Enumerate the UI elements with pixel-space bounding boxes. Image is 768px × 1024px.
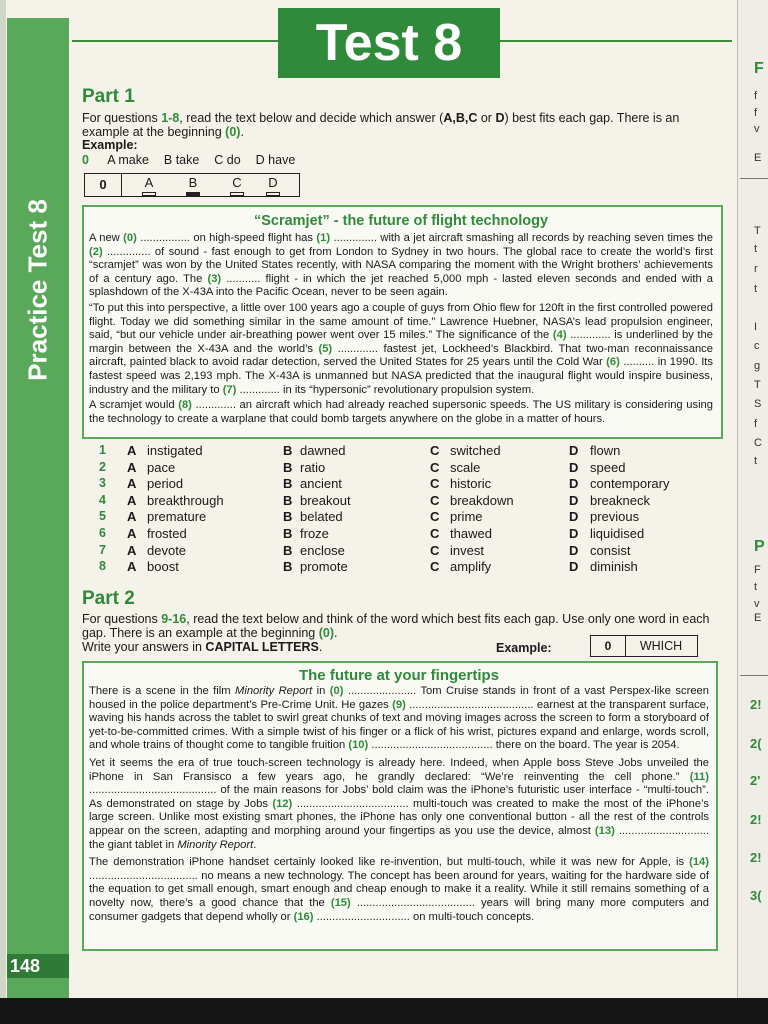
option-word: thawed	[450, 526, 492, 541]
option-letter: C	[430, 492, 440, 508]
right-page-fragment: f	[754, 418, 758, 430]
right-page-fragment: C	[754, 437, 762, 449]
option-letter: A	[127, 542, 137, 558]
option-letter: B	[283, 443, 293, 458]
right-page-fragment: E	[754, 612, 762, 624]
example-box-number: 0	[85, 174, 122, 196]
option-letter: C	[430, 526, 440, 541]
part1-heading: Part 1	[82, 86, 135, 107]
example-box-number: 0	[591, 636, 626, 656]
part1-paragraph: A new (0) ................ on high-speed flight has (1) .............. with a jet aircraft smashing all records by reaching seven times the (2) .............. of sound - fast enough to get from London to Sydney in two hours. The global race to create the world’s first “scramjet” was won by the United States recently, with NASA comparing the moment with the Wright brothers’ achievements of a century ago. The (3) ........... flight - in which the jet reached 5,000 mph - lasted eleven seconds and ended with a splashdown of the X-43A into the Pacific Ocean, never to be seen again.	[89, 232, 714, 299]
part2-paragraph: There is a scene in the film Minority Report in (0) ...................... Tom Cruise stands in front of a vast Perspex-like screen housed in the police department’s Pre-Crime Unit. He gazes (9) ........................................ earnest at the transparent surface, waving his hands across the tablet to swirl great chunks of text and moving images across the screen to form a storyboard of yet-to-be-committed crimes. With a simple twist of his finger or a flick of his wrist, pictures expand and enlarge, words scroll, and whole trains of thought come to tangible fruition (10) ....................................... there on the board. The year is 2054.	[89, 685, 709, 752]
answer-mark	[266, 192, 280, 196]
option-letter: D	[569, 526, 579, 541]
option-letter: B	[283, 526, 293, 541]
part2-text-box	[82, 661, 718, 951]
option-word: ratio	[300, 459, 326, 475]
option-word: ancient	[300, 476, 342, 492]
option-word: breakout	[300, 492, 351, 508]
option-word: liquidised	[590, 526, 645, 541]
example-box-word: WHICH	[639, 639, 683, 653]
part1-text-title: “Scramjet” - the future of flight technology	[253, 213, 549, 229]
option-letter: C	[430, 509, 440, 525]
part2-paragraph: The demonstration iPhone handset certainly looked like re-invention, but multi-touch, while it was new for Apple, is (14) ................................... no means a new technology. The concept has been around for years, waiting for the hardware side of the equation to get small enough, smart enough and cheap enough to make it a reality. While it still remains something of a novelty now, there’s a good chance that the (15) ...................................... years will bring many more computers and consumer gadgets that depend wholly or (16) .............................. on multi-touch concepts.	[89, 856, 709, 923]
option-letter: B	[283, 542, 293, 558]
right-page-fragment: r	[754, 263, 758, 275]
option-letter: D	[569, 559, 579, 575]
right-page-question-number: 3(	[750, 888, 762, 903]
option-word: invest	[450, 542, 484, 558]
right-page-fragment: f	[754, 90, 758, 102]
right-page-fragment: T	[754, 225, 761, 237]
example-box-letter-d: D	[251, 174, 295, 196]
option-word: froze	[300, 526, 329, 541]
option-word: breakdown	[450, 492, 514, 508]
option-word: switched	[450, 443, 501, 458]
option-row-number: 7	[99, 542, 106, 557]
part1-example-label: Example:	[82, 138, 138, 152]
part1-example-answer-box	[84, 173, 300, 197]
right-page-question-number: 2(	[750, 736, 762, 751]
right-page-fragment: v	[754, 123, 760, 135]
part1-paragraph: A scramjet would (8) ............. an aircraft which had already reached supersonic speeds. The US military is considering using the technology to create a warplane that could bomb targets anywhere on the globe in a matter of hours.	[89, 399, 713, 425]
right-page-question-number: 2!	[750, 697, 762, 712]
option-letter: C	[430, 559, 440, 575]
example-option-b: B take	[163, 153, 200, 167]
right-page-fragment: I	[754, 321, 758, 333]
option-word: frosted	[147, 526, 187, 541]
option-word: previous	[590, 509, 640, 525]
option-letter: A	[127, 443, 137, 458]
option-letter: D	[569, 459, 579, 475]
right-page-fragment: t	[754, 581, 758, 593]
right-page-fragment: t	[754, 243, 758, 255]
part2-heading: Part 2	[82, 588, 135, 609]
answer-mark	[230, 192, 244, 196]
option-letter: A	[127, 459, 137, 475]
right-page-fragment: T	[754, 379, 761, 391]
option-letter: C	[430, 476, 440, 492]
option-letter: B	[283, 509, 293, 525]
right-page-question-number: 2'	[750, 773, 761, 788]
part2-write-line: Write your answers in CAPITAL LETTERS.	[82, 640, 323, 654]
part2-text-title: The future at your fingertips	[298, 667, 499, 684]
option-word: instigated	[147, 443, 203, 458]
option-letter: B	[283, 559, 293, 575]
option-letter: C	[430, 459, 440, 475]
right-page-fragment: f	[754, 107, 758, 119]
right-page-fragment: P	[754, 538, 765, 555]
option-word: promote	[300, 559, 348, 575]
answer-mark	[186, 192, 200, 196]
option-letter: A	[127, 476, 137, 492]
page-title: Test 8	[278, 8, 500, 78]
option-letter: B	[283, 459, 293, 475]
scan-edge	[0, 998, 768, 1024]
right-page-rule	[740, 178, 768, 179]
option-word: contemporary	[590, 476, 670, 492]
option-word: boost	[147, 559, 179, 575]
option-letter: D	[569, 476, 579, 492]
example-option-a: A make	[107, 153, 149, 167]
option-letter: A	[127, 509, 137, 525]
example-box-letter-c: C	[215, 174, 259, 196]
option-row-number: 3	[99, 476, 106, 491]
part2-example-answer-box	[590, 635, 698, 657]
option-word: prime	[450, 509, 483, 525]
right-page-fragment: E	[754, 152, 762, 164]
part2-paragraph: Yet it seems the era of true touch-screen technology is already here. Indeed, when Apple boss Steve Jobs unveiled the iPhone in San Fransisco a few years ago, he grandly declared: “We’re reinventing the cell phone.” (11) ......................................... of the main reasons for Jobs’ bold claim was the iPhone’s futuristic user interface - “multi-touch”. As demonstrated on stage by Jobs (12) .................................... multi-touch was created to make the most of the iPhone’s large screen. Unlike most existing smart phones, the iPhone has only one conventional button - all the rest of the controls appear on the screen, adapting and morphing around your fingertips as you use the device, almost (13) ............................. the giant tablet in Minority Report.	[89, 756, 709, 851]
option-letter: A	[127, 526, 137, 541]
part1-paragraph: “To put this into perspective, a little over 100 years ago a couple of guys from Ohio flew for 120ft in the first controlled powered flight. Today we did something similar in the same amount of time.” Lawrence Huebner, NASA’s lead propulsion engineer, said, “but our vehicle under air-breathing power went over 15 miles.” The significance of the (4) ............. is underlined by the margin between the X-43A and the world’s (5) ............. fastest jet, Lockheed’s Blackbird. That two-man reconnaissance aircraft, painted black to avoid radar detection, served the United States for 25 years until the Cold War (6) .......... in 1990. Its fastest speed was 2,193 mph. The X-43A is unmanned but NASA predicted that the inaugural flight would inspire business, industry and the military to (7) ............. in its “hypersonic” revolutionary propulsion system.	[89, 301, 713, 396]
option-word: dawned	[300, 443, 346, 458]
option-word: enclose	[300, 542, 345, 558]
page-number: 148	[10, 956, 41, 976]
option-word: amplify	[450, 559, 492, 575]
right-page-fragment: t	[754, 455, 758, 467]
part1-instructions: For questions 1-8, read the text below and decide which answer (A,B,C or D) best fits each gap. There is an example at the beginning (0).	[82, 111, 680, 139]
option-word: belated	[300, 509, 343, 525]
option-letter: D	[569, 443, 579, 458]
right-page-fragment: S	[754, 398, 762, 410]
page-margin	[0, 0, 6, 1024]
answer-mark	[142, 192, 156, 196]
option-row-number: 2	[99, 459, 106, 474]
example-option-c: C do	[214, 153, 241, 167]
option-letter: A	[127, 492, 137, 508]
right-page-fragment: v	[754, 598, 760, 610]
option-word: diminish	[590, 559, 638, 575]
option-letter: D	[569, 492, 579, 508]
right-page-fragment: t	[754, 283, 758, 295]
right-page-fragment: c	[754, 340, 760, 352]
example-box-letter-a: A	[127, 174, 171, 196]
part1-example-line	[82, 153, 295, 167]
right-page-fragment: F	[754, 60, 764, 77]
option-letter: A	[127, 559, 137, 575]
part2-example-label: Example:	[496, 641, 552, 655]
right-page-question-number: 2!	[750, 850, 762, 865]
option-row-number: 6	[99, 526, 106, 540]
example-option-d: D have	[255, 153, 296, 167]
option-word: breakthrough	[147, 492, 224, 508]
option-letter: D	[569, 509, 579, 525]
option-word: historic	[450, 476, 492, 492]
option-letter: C	[430, 443, 440, 458]
option-word: consist	[590, 542, 631, 558]
option-letter: B	[283, 492, 293, 508]
example-num: 0	[82, 153, 89, 167]
option-row-number: 1	[99, 443, 106, 457]
option-word: pace	[147, 459, 176, 475]
option-word: devote	[147, 542, 187, 558]
option-word: speed	[590, 459, 626, 475]
part2-instructions: For questions 9-16, read the text below and think of the word which best fits each gap. Use only one word in each gap. There is an example at the beginning (0).	[82, 612, 710, 640]
option-row-number: 5	[99, 509, 106, 524]
option-letter: C	[430, 542, 440, 558]
option-word: breakneck	[590, 492, 650, 508]
sidebar-label: Practice Test 8	[22, 199, 53, 381]
option-word: premature	[147, 509, 207, 525]
option-row-number: 8	[99, 559, 106, 574]
example-box-letter-b: B	[171, 174, 215, 196]
right-page-fragment: g	[754, 360, 761, 372]
option-letter: B	[283, 476, 293, 492]
option-word: flown	[590, 443, 621, 458]
option-row-number: 4	[99, 492, 106, 507]
option-word: scale	[450, 459, 481, 475]
part1-text-box	[82, 205, 723, 439]
right-page-question-number: 2!	[750, 812, 762, 827]
option-letter: D	[569, 542, 579, 558]
right-page-fragment: F	[754, 564, 761, 576]
option-word: period	[147, 476, 184, 492]
right-page-rule	[740, 675, 768, 676]
